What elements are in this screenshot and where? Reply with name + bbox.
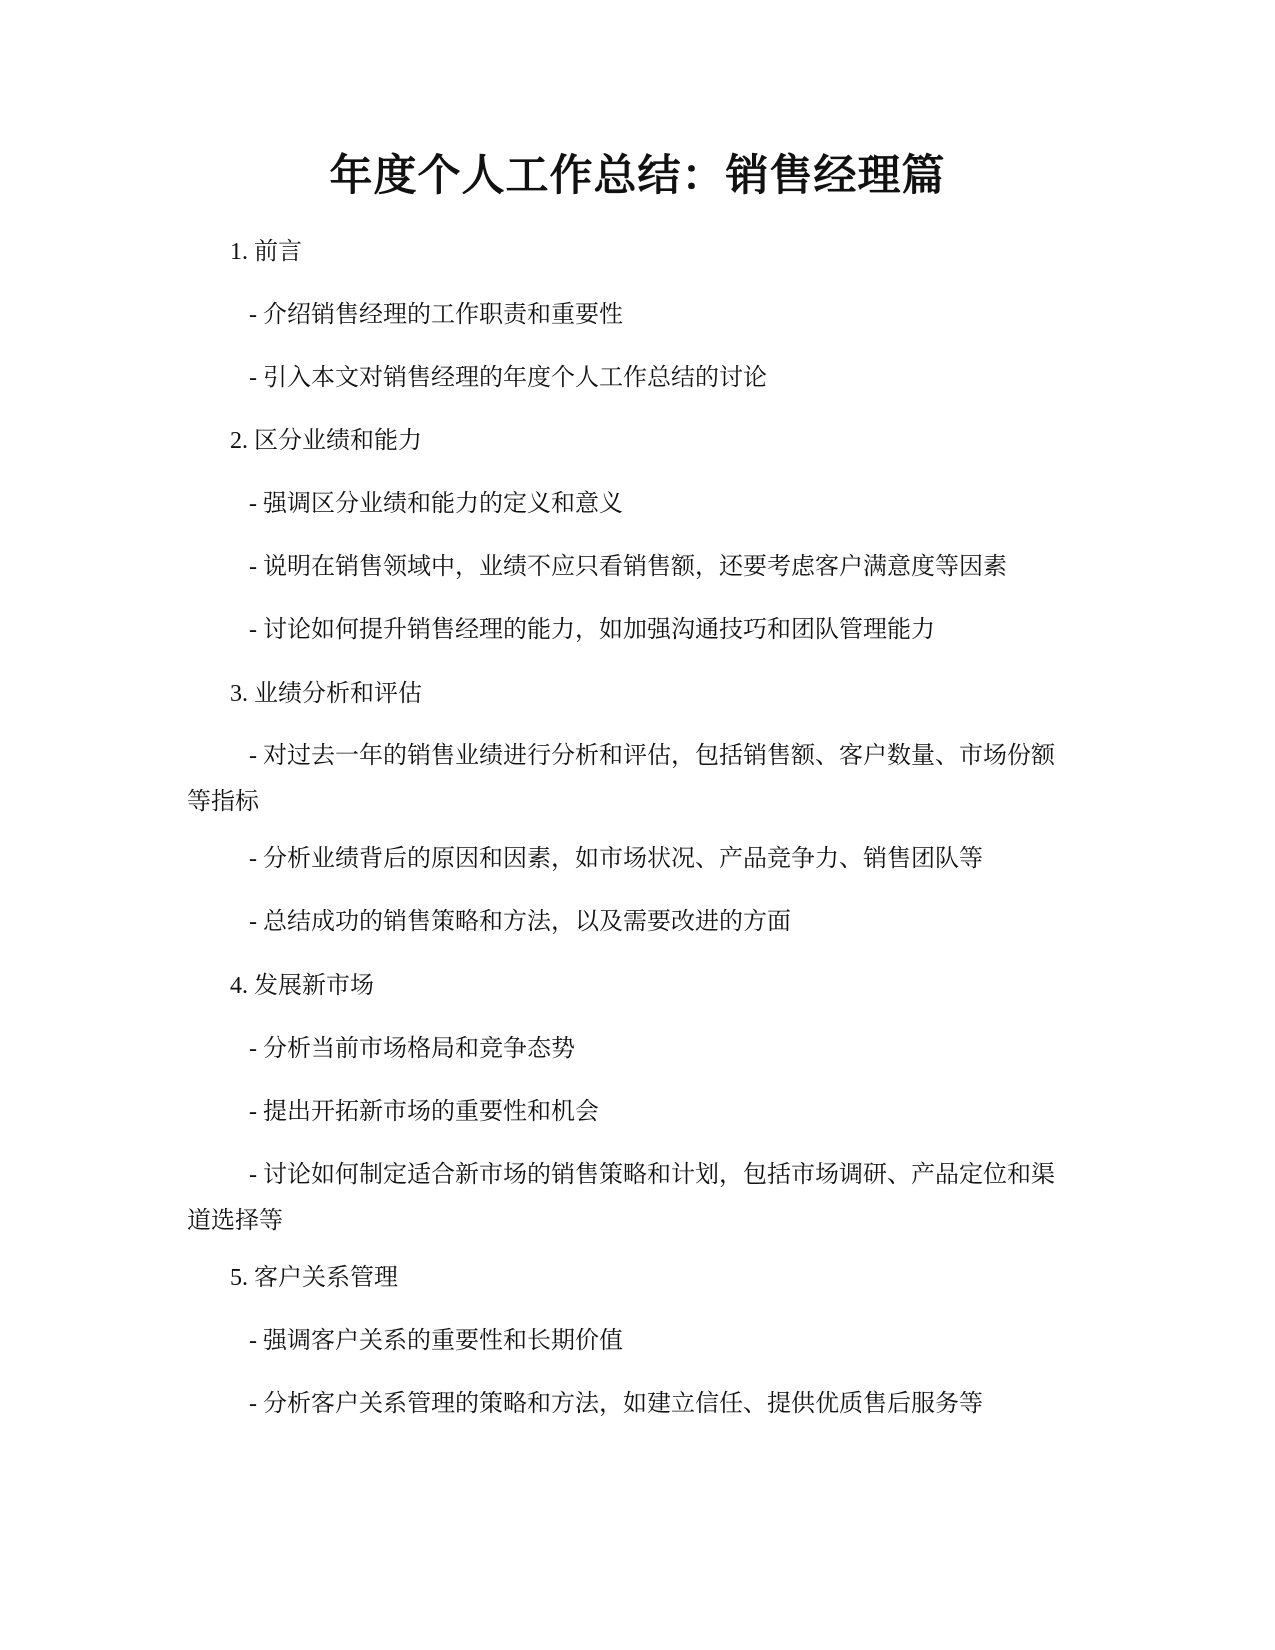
bullet-item: - 引入本文对销售经理的年度个人工作总结的讨论 (249, 365, 767, 391)
bullet-item: - 说明在销售领域中，业绩不应只看销售额，还要考虑客户满意度等因素 (249, 554, 1007, 580)
bullet-item: - 强调客户关系的重要性和长期价值 (249, 1328, 623, 1354)
bullet-item: - 强调区分业绩和能力的定义和意义 (249, 491, 623, 517)
bullet-item: - 分析当前市场格局和竞争态势 (249, 1036, 575, 1062)
bullet-item: - 提出开拓新市场的重要性和机会 (249, 1099, 599, 1125)
section-heading-5: 5. 客户关系管理 (230, 1265, 398, 1291)
bullet-item: - 分析客户关系管理的策略和方法，如建立信任、提供优质售后服务等 (249, 1391, 983, 1417)
section-heading-3: 3. 业绩分析和评估 (230, 681, 422, 707)
bullet-item: - 分析业绩背后的原因和因素，如市场状况、产品竞争力、销售团队等 (249, 846, 983, 872)
document-title: 年度个人工作总结：销售经理篇 (329, 151, 946, 201)
section-heading-1: 1. 前言 (230, 239, 302, 265)
bullet-item-wrapped: - 对过去一年的销售业绩进行分析和评估，包括销售额、客户数量、市场份额等指标 (187, 743, 1055, 815)
section-heading-4: 4. 发展新市场 (230, 973, 374, 999)
bullet-item-wrapped: - 讨论如何制定适合新市场的销售策略和计划，包括市场调研、产品定位和渠道选择等 (187, 1162, 1055, 1234)
bullet-item: - 介绍销售经理的工作职责和重要性 (249, 302, 623, 328)
bullet-item: - 总结成功的销售策略和方法，以及需要改进的方面 (249, 909, 791, 935)
section-heading-2: 2. 区分业绩和能力 (230, 428, 422, 454)
bullet-item: - 讨论如何提升销售经理的能力，如加强沟通技巧和团队管理能力 (249, 617, 935, 643)
